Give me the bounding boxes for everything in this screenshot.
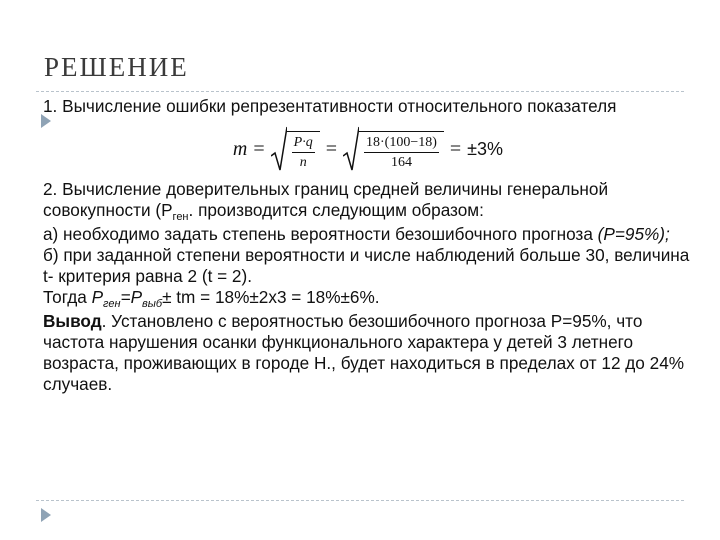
formula-sqrt-1 [271, 126, 320, 172]
formula-fraction-1 [287, 131, 320, 172]
formula-sqrt-2 [343, 126, 444, 172]
p2-subscript: ген [172, 211, 189, 223]
error-formula [43, 121, 693, 177]
p5-eq: =Р [120, 287, 143, 307]
p3-text: а) необходимо задать степень вероятности безошибочного прогноза [43, 224, 598, 244]
p3-italic: (Р=95%); [597, 224, 670, 244]
sqrt-sign-icon [271, 126, 287, 172]
p5-rest: ± tm = 18%±2х3 = 18%±6%. [162, 287, 380, 307]
sqrt-sign-icon [343, 126, 359, 172]
content-body [43, 96, 693, 395]
p2-text: 2. Вычисление доверительных границ средней величины генеральной совокупности (Р [43, 179, 609, 220]
top-divider [36, 91, 684, 92]
page-title: РЕШЕНИЕ [44, 52, 189, 82]
paragraph-conclusion [43, 311, 693, 395]
p2-tail: . производится следующим образом: [188, 200, 484, 220]
paragraph-t-criterion: б) при заданной степени вероятности и числе наблюдений больше 30, величина t- критерия равна 2 (t = 2). [43, 245, 690, 286]
formula-numerator-1: P·q [292, 134, 315, 153]
p5-sub-vyb: выб [142, 298, 163, 310]
conclusion-label: Вывод [43, 311, 102, 331]
paragraph-representativeness: 1. Вычисление ошибки репрезентативности относительного показателя [43, 96, 617, 116]
formula-equals-1: = [253, 137, 265, 160]
paragraph-probability [43, 224, 693, 245]
conclusion-text: . Установлено с вероятностью безошибочного прогноза Р=95%, что частота нарушения осанки функционального характера у детей 3 летнего возраста, проживающих в городе Н., будет находиться в пределах от 12 до 24% случаев. [43, 311, 685, 394]
formula-denominator-1: n [299, 155, 307, 170]
paragraph-calculation [43, 287, 693, 311]
p5-sub-gen: ген [103, 298, 121, 310]
formula-equals-3: = [449, 137, 462, 160]
formula-numerator-2: 18·(100−18) [364, 134, 439, 153]
formula-equals-2: = [325, 137, 337, 160]
paragraph-confidence-limits [43, 179, 693, 224]
p5-p-gen: Р [91, 287, 104, 307]
p5-lead: Тогда [43, 287, 92, 307]
bottom-divider [36, 500, 684, 501]
formula-lhs: m [232, 137, 248, 160]
bullet-arrow-icon [41, 508, 51, 522]
formula-denominator-2: 164 [390, 155, 412, 170]
formula-result: ±3% [467, 138, 504, 159]
formula-fraction-2 [359, 131, 444, 172]
